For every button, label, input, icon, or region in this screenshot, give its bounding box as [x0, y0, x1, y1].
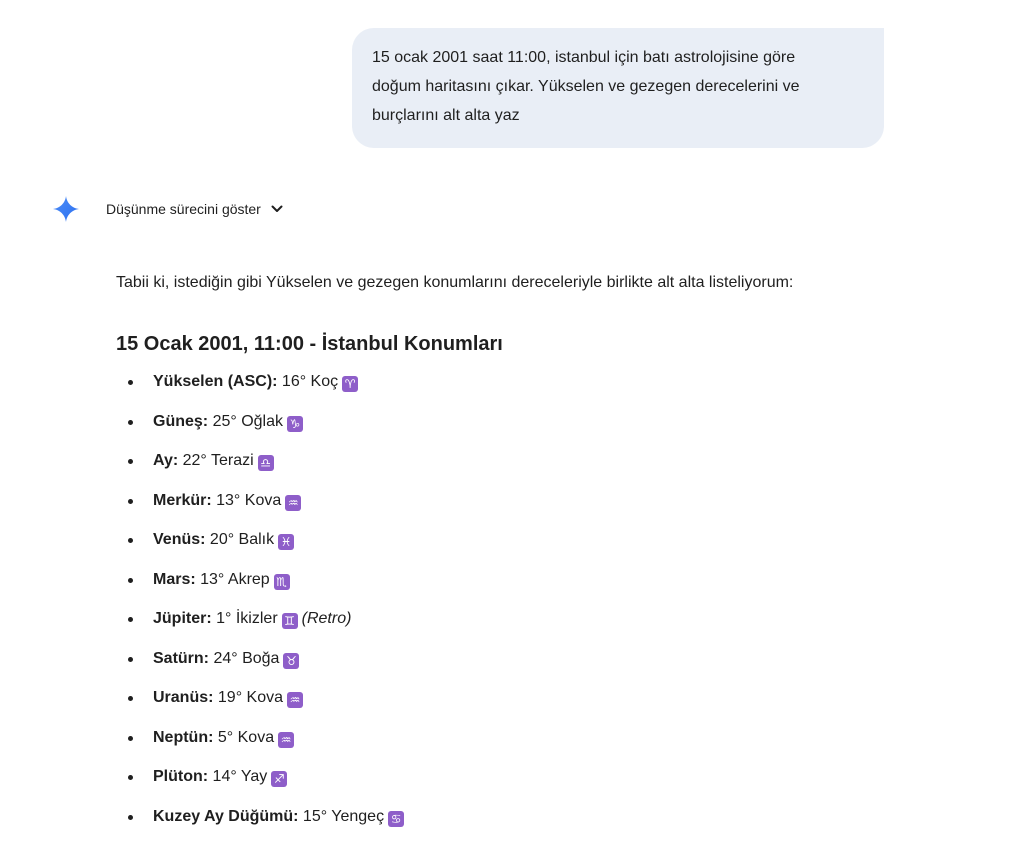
capricorn-sign-icon: ♑ — [287, 416, 303, 432]
position-name: Güneş: — [153, 412, 209, 430]
position-value: 20° Balık — [205, 531, 275, 548]
list-item — [126, 569, 404, 609]
aquarius-sign-icon: ♒ — [285, 495, 301, 511]
cancer-sign-icon: ♋ — [388, 811, 404, 827]
aquarius-sign-icon: ♒ — [278, 732, 294, 748]
list-item — [126, 450, 404, 490]
position-value: 5° Kova — [213, 728, 275, 746]
response-heading: 15 Ocak 2001, 11:00 - İstanbul Konumları — [116, 333, 503, 355]
list-item — [126, 648, 404, 688]
aquarius-sign-icon: ♒ — [287, 692, 303, 708]
scorpio-sign-icon: ♏ — [274, 574, 290, 590]
position-name: Uranüs: — [153, 689, 214, 706]
position-value: 13° Akrep — [195, 570, 270, 588]
position-value: 1° İkizler — [211, 610, 278, 627]
position-name: Yükselen (ASC): — [153, 373, 278, 390]
position-name: Neptün: — [153, 728, 214, 746]
show-thinking-toggle[interactable] — [106, 198, 283, 220]
position-value: 25° Oğlak — [208, 412, 284, 430]
show-thinking-label: Düşünme sürecini göster — [106, 201, 261, 217]
position-value: 13° Kova — [211, 491, 282, 509]
position-value: 16° Koç — [277, 373, 339, 390]
position-value: 22° Terazi — [178, 452, 254, 469]
list-item — [126, 371, 404, 411]
position-name: Mars: — [153, 570, 196, 588]
position-name: Jüpiter: — [153, 610, 212, 627]
position-name: Ay: — [153, 452, 179, 469]
position-name: Kuzey Ay Düğümü: — [153, 807, 299, 825]
list-item — [126, 411, 404, 451]
user-message-bubble — [352, 28, 884, 148]
user-message-line: doğum haritasını çıkar. Yükselen ve gezegen derecelerini ve — [372, 78, 800, 95]
list-item — [126, 687, 404, 727]
position-name: Merkür: — [153, 491, 212, 509]
libra-sign-icon: ♎ — [258, 455, 274, 471]
gemini-spark-icon — [53, 196, 79, 222]
list-item — [126, 529, 404, 569]
user-message-line: burçlarını alt alta yaz — [372, 107, 520, 124]
position-value: 19° Kova — [213, 689, 284, 706]
list-item — [126, 727, 404, 767]
position-name: Venüs: — [153, 531, 206, 548]
list-item — [126, 490, 404, 530]
position-value: 24° Boğa — [209, 649, 280, 667]
sagittarius-sign-icon: ♐ — [271, 771, 287, 787]
retrograde-note: (Retro) — [301, 610, 352, 627]
taurus-sign-icon: ♉ — [283, 653, 299, 669]
position-value: 15° Yengeç — [298, 807, 385, 825]
response-intro: Tabii ki, istediğin gibi Yükselen ve gezegen konumlarını dereceleriyle birlikte alt alta listeliyorum: — [116, 274, 794, 291]
list-item — [126, 806, 404, 842]
aries-sign-icon: ♈ — [342, 376, 358, 392]
chevron-down-icon — [271, 205, 283, 213]
planet-positions-list — [126, 371, 404, 842]
position-name: Plüton: — [153, 768, 209, 785]
position-name: Satürn: — [153, 649, 209, 667]
position-value: 14° Yay — [208, 768, 268, 785]
list-item — [126, 608, 404, 648]
list-item — [126, 766, 404, 806]
pisces-sign-icon: ♓ — [278, 534, 294, 550]
user-message-line: 15 ocak 2001 saat 11:00, istanbul için batı astrolojisine göre — [372, 49, 796, 66]
gemini-sign-icon: ♊ — [282, 613, 298, 629]
